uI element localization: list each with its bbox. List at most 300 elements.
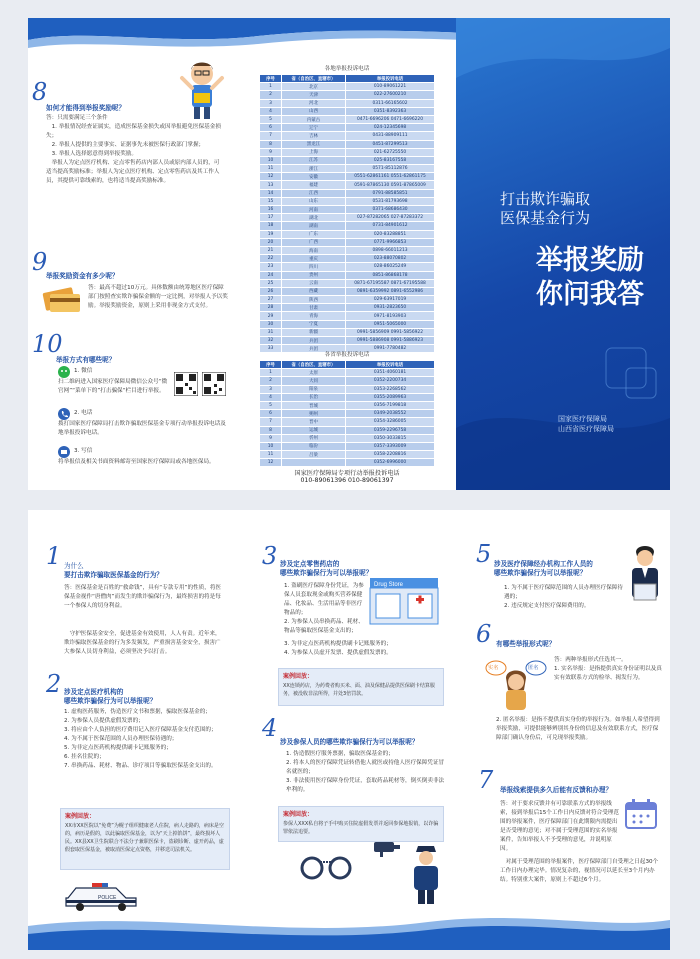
table-cell: 0357-3393009 xyxy=(346,442,435,450)
table-cell: 宁夏 xyxy=(282,320,346,328)
table-row xyxy=(260,91,435,99)
table-cell: 0791-88585851 xyxy=(346,189,435,197)
table-cell: 朔州 xyxy=(282,410,346,418)
table-cell: 甘肃 xyxy=(282,304,346,312)
table-cell: 0991-5886908 0991-5886923 xyxy=(346,337,435,345)
list-item: 3. 非法使用医疗保障身份凭证，套取药品耗材等，倒买倒卖非法牟利的。 xyxy=(286,778,445,793)
table-cell: 28 xyxy=(260,304,282,312)
table-cell: 16 xyxy=(260,206,282,214)
section-number: 5 xyxy=(476,540,492,568)
table-cell: 吉林 xyxy=(282,132,346,140)
section-number: 9 xyxy=(32,248,48,276)
table-header: 省（自治区、直辖市） xyxy=(282,75,346,83)
list-item: 5. 为非定点医药机构提供刷卡记账服务的； xyxy=(64,745,172,751)
table-cell: 天津 xyxy=(282,91,346,99)
method-letter-text: 将举报信及相关书面资料邮寄至国家医疗保障局或各地医保局。 xyxy=(58,459,215,465)
table-cell: 北京 xyxy=(282,83,346,91)
table-cell: 青海 xyxy=(282,312,346,320)
case-box xyxy=(278,668,444,706)
camera-icon xyxy=(372,836,402,858)
table-cell: 浙江 xyxy=(282,165,346,173)
table-cell: 27 xyxy=(260,296,282,304)
table-cell: 广东 xyxy=(282,230,346,238)
bottom-wave-decoration xyxy=(28,906,670,950)
table-cell: 0571-85112876 xyxy=(346,165,435,173)
official-person-icon xyxy=(628,544,662,610)
qr-code-icon xyxy=(174,372,198,396)
table-cell: 0771-9966853 xyxy=(346,238,435,246)
drug-store-label: Drug Store xyxy=(374,582,404,588)
letter-icon xyxy=(58,446,70,458)
table-cell: 32 xyxy=(260,337,282,345)
section-question: 哪些欺诈骗保行为可以举报呢？ xyxy=(280,569,373,577)
table-cell: 2 xyxy=(260,377,282,385)
table-cell: 0931-2823650 xyxy=(346,304,435,312)
method-wechat-label: 1. 微信 xyxy=(74,368,93,374)
table-row xyxy=(260,263,435,271)
table-cell: 阳泉 xyxy=(282,385,346,393)
cover-title xyxy=(536,244,644,312)
table-cell: 0971-8193903 xyxy=(346,312,435,320)
table-cell: 5 xyxy=(260,401,282,409)
table-cell: 14 xyxy=(260,189,282,197)
police-car-label: POLICE xyxy=(98,895,117,901)
table-cell: 9 xyxy=(260,434,282,442)
table-cell: 11 xyxy=(260,451,282,459)
cover-panel xyxy=(456,18,670,490)
table-cell: 0551-62861161 0551-62861175 xyxy=(346,173,435,181)
table-row xyxy=(260,320,435,328)
case-title: 案例回放： xyxy=(65,813,96,820)
table-cell: 26 xyxy=(260,287,282,295)
list-item: 1. 为不属于医疗保障范围的人员办理医疗保障待遇的； xyxy=(504,585,623,600)
table-row xyxy=(260,393,435,401)
table-row xyxy=(260,287,435,295)
province-hotline-table xyxy=(259,360,435,467)
section-question: 哪些欺诈骗保行为可以举报呢？ xyxy=(494,569,587,577)
table-row xyxy=(260,189,435,197)
table-cell: 0471-6696206 0471-6696220 xyxy=(346,115,435,123)
table-cell: 山西 xyxy=(282,107,346,115)
inner-column-2 xyxy=(242,510,454,910)
cover-org-line: 国家医疗保障局 xyxy=(558,415,607,423)
section-answer: 答：最高不超过10万元。具体数额由统筹地区医疗保障部门按照查实欺诈骗保金额的一定比例，对举报人予以奖励。举报奖励资金，原则上采用非现金方式支付。 xyxy=(88,285,228,309)
phone-icon xyxy=(58,408,70,420)
table-cell: 20 xyxy=(260,238,282,246)
table-cell: 010-89061221 xyxy=(346,83,435,91)
section-question: 涉及参保人员的哪些欺诈骗保行为可以举报呢？ xyxy=(280,738,419,746)
table-cell: 0951-5065000 xyxy=(346,320,435,328)
section-answer: 答：医保基金是百姓的“救命钱”，具有“专款专用”的性质，将医保基金视作“唐僧肉”而发生的欺诈骗保行为，最终损害的将是每一个参保人的切身利益。 xyxy=(64,585,222,609)
table-row xyxy=(260,230,435,238)
money-cards-icon xyxy=(42,284,82,314)
table-cell: 13 xyxy=(260,181,282,189)
table-cell: 0356-7199818 xyxy=(346,401,435,409)
cover-title-line: 举报奖励 xyxy=(536,245,644,276)
table-cell: 重庆 xyxy=(282,255,346,263)
table-row xyxy=(260,132,435,140)
bubble-real-name: 实名 xyxy=(488,665,499,671)
table-cell: 021-62725550 xyxy=(346,148,435,156)
answer-line: 2. 举报人提供的主要事实、证据事先未被医保行政部门掌握； xyxy=(51,142,205,148)
table-cell: 6 xyxy=(260,124,282,132)
answer-line: 举报人为定点医疗机构、定点零售药店内部人员或原内部人员的，可适当提高奖励标准；举报人为定点医疗机构、定点零售药店及其工作人员，其提供可靠线索的，也将适当提高奖励标准。 xyxy=(46,160,220,184)
table-cell: 0871-67195587 0871-67195588 xyxy=(346,279,435,287)
case-title: 案例回放： xyxy=(283,673,314,680)
table-title: 各地举报投诉电话 xyxy=(324,66,370,72)
table-row xyxy=(260,107,435,115)
case-title: 案例回放： xyxy=(283,811,314,818)
section-question: 有哪些举报形式呢？ xyxy=(496,640,556,648)
table-row xyxy=(260,197,435,205)
section-number: 6 xyxy=(476,620,492,648)
section-number: 10 xyxy=(32,330,63,358)
table-cell: 0352-2200734 xyxy=(346,377,435,385)
list-item: 2. 将本人的医疗保障凭证转借他人就医或持他人医疗保障凭证冒名就医的； xyxy=(286,760,445,775)
table-cell: 25 xyxy=(260,279,282,287)
table-header: 举报投诉电话 xyxy=(346,75,435,83)
table-cell: 山东 xyxy=(282,197,346,205)
table-cell: 12 xyxy=(260,173,282,181)
table-cell: 新疆 xyxy=(282,328,346,336)
middle-column xyxy=(254,64,440,484)
table-title: 各省举报投诉电话 xyxy=(324,352,370,358)
table-cell: 辽宁 xyxy=(282,124,346,132)
list-item: 4. 为参保人员虚开发票、提供虚假发票的。 xyxy=(284,650,392,656)
table-cell: 四川 xyxy=(282,263,346,271)
method-letter-label: 3. 写信 xyxy=(74,448,93,454)
table-row xyxy=(260,255,435,263)
wechat-icon xyxy=(58,366,70,378)
table-cell: 上海 xyxy=(282,148,346,156)
table-cell: 0352-6996000 xyxy=(346,459,435,467)
table-row xyxy=(260,99,435,107)
list-item: 3. 为非定点医药机构提供刷卡记账服务的； xyxy=(284,641,392,647)
list-item: 2. 违反规定支付医疗保障费用的。 xyxy=(504,603,590,609)
table-cell: 0349-2038552 xyxy=(346,410,435,418)
table-cell: 0355-2089963 xyxy=(346,393,435,401)
section-question: 举报奖励资金有多少呢？ xyxy=(46,272,119,280)
table-cell: 晋城 xyxy=(282,401,346,409)
section-question-prefix: 为什么 xyxy=(64,562,84,570)
table-cell: 8 xyxy=(260,140,282,148)
table-row xyxy=(260,401,435,409)
section-list xyxy=(64,708,230,771)
section-question: 如何才能得到举报奖励呢？ xyxy=(46,104,126,112)
table-cell: 12 xyxy=(260,459,282,467)
section-question-prefix: 涉及定点医疗机构的 xyxy=(64,688,124,696)
table-cell: 0991-7780482 xyxy=(346,345,435,353)
table-cell: 0359-2296758 xyxy=(346,426,435,434)
section-answer: 答：对于要求反馈并有可靠联系方式的举报线索，接到举报后15个工作日内反馈对符合受理范围的举报案件，医疗保障部门在此期限内需提出是否受理的意见；对不属于受理范围的实名举报案件，告知举报人不予受理的意见，并说明原因。 xyxy=(500,801,619,852)
case-text: 参保人XXX私自将子手中购买住院虚假发票并返回参保地报销，以诈骗罪依法追要。 xyxy=(283,821,439,835)
table-cell: 0451-87299513 xyxy=(346,140,435,148)
table-cell: 7 xyxy=(260,418,282,426)
boy-cartoon-icon xyxy=(178,58,226,120)
table-cell: 23 xyxy=(260,263,282,271)
section-answer: 守护医保基金安全，促进基金有效使用，人人有责。近年来，欺诈骗取医保基金的行为多发频发，严重损害基金安全，损害广大参保人员切身利益，必须坚决予以打击。 xyxy=(64,631,221,655)
method-wechat-text: 扫二维码进入国家医疗保障局微信公众号“微官网”“菜单下的”打击骗保“栏目进行举报。 xyxy=(58,379,168,394)
table-row xyxy=(260,410,435,418)
table-cell: 安徽 xyxy=(282,173,346,181)
police-car-icon xyxy=(62,878,142,912)
section-list xyxy=(284,582,364,636)
table-row xyxy=(260,206,435,214)
table-cell: 湖北 xyxy=(282,214,346,222)
table-cell: 0851-86868178 xyxy=(346,271,435,279)
table-row xyxy=(260,140,435,148)
table-cell: 0354-3286005 xyxy=(346,418,435,426)
national-hotline-label: 国家医疗保障局专项行动举报投诉电话 xyxy=(294,470,400,477)
table-cell: 24 xyxy=(260,271,282,279)
method-phone-text: 拨打国家医疗保障局打击欺诈骗取医保基金专项行动举报投诉电话及地举报投诉电话。 xyxy=(58,421,226,436)
list-item: 2. 为参保人员提供虚假发票的； xyxy=(64,718,144,724)
table-cell: 内蒙古 xyxy=(282,115,346,123)
table-cell: 河北 xyxy=(282,99,346,107)
table-row xyxy=(260,304,435,312)
section-answer xyxy=(554,656,662,683)
table-row xyxy=(260,377,435,385)
table-cell: 4 xyxy=(260,107,282,115)
section-question: 哪些欺诈骗保行为可以举报呢？ xyxy=(64,697,157,705)
table-cell: 0731-84901612 xyxy=(346,222,435,230)
table-row xyxy=(260,165,435,173)
table-row xyxy=(260,279,435,287)
table-cell: 29 xyxy=(260,312,282,320)
table-cell: 2 xyxy=(260,91,282,99)
answer-line: 答：两种举报形式任选其一。 xyxy=(554,657,627,663)
table-cell: 0351-8392363 xyxy=(346,107,435,115)
list-item: 6. 挂名住院的； xyxy=(64,754,105,760)
section-number: 8 xyxy=(32,78,48,106)
table-cell: 028-86025249 xyxy=(346,263,435,271)
national-hotline-footer xyxy=(254,468,440,484)
drug-store-icon xyxy=(368,576,440,626)
table-cell: 福建 xyxy=(282,181,346,189)
section-question: 举报线索提供多久后能有反馈和办理？ xyxy=(500,786,613,794)
case-text: XX市XX医院以“免费”为幌子组织健康老人住院，病人走路的，病床是空的，病历是假的，以此骗取医保基金，以为“天上掉馅饼”，最终损坏人民。XX县XX卫生院联合不法分子兼职医保卡，盗刷诊断、虚开药品，虚假套取医保基金，被取消医保定点资格，并移送司法机关。 xyxy=(65,823,224,853)
case-box xyxy=(60,808,230,870)
table-cell: 025-83167558 xyxy=(346,156,435,164)
table-cell: 长治 xyxy=(282,393,346,401)
table-cell: 0431-88909111 xyxy=(346,132,435,140)
case-box xyxy=(278,806,444,842)
table-cell: 30 xyxy=(260,320,282,328)
table-row xyxy=(260,426,435,434)
bubble-anonymous: 匿名 xyxy=(528,665,539,671)
table-cell: 3 xyxy=(260,99,282,107)
table-cell: 4 xyxy=(260,393,282,401)
section-question: 举报方式有哪些呢？ xyxy=(56,356,116,364)
table-cell: 10 xyxy=(260,442,282,450)
police-officer-icon xyxy=(406,844,446,906)
brochure-inner-spread xyxy=(28,510,670,950)
table-cell: 0898-66011213 xyxy=(346,246,435,254)
table-row xyxy=(260,385,435,393)
section-number: 4 xyxy=(262,714,278,742)
cover-subtitle-line: 医保基金行为 xyxy=(500,209,591,227)
qr-code-icon xyxy=(202,372,226,396)
table-header: 序号 xyxy=(260,361,282,369)
section-number: 7 xyxy=(478,766,494,794)
table-cell: 11 xyxy=(260,165,282,173)
table-cell: 3 xyxy=(260,385,282,393)
table-row xyxy=(260,148,435,156)
table-cell: 17 xyxy=(260,214,282,222)
table-row xyxy=(260,214,435,222)
table-cell: 黑龙江 xyxy=(282,140,346,148)
table-row xyxy=(260,312,435,320)
table-cell: 9 xyxy=(260,148,282,156)
table-row xyxy=(260,369,435,377)
case-text: XX连锁药店，为药费者购买米、面、油及保健品提供医保刷卡结算服务，被没收非法所得，并处3倍罚款。 xyxy=(283,683,435,697)
table-cell: 029-63917019 xyxy=(346,296,435,304)
hotline-table xyxy=(259,74,435,353)
list-item: 2. 为参保人员串换药品、耗材、物品等骗取医保基金支出的； xyxy=(284,619,364,634)
table-cell: 云南 xyxy=(282,279,346,287)
table-cell: 024-12345698 xyxy=(346,124,435,132)
table-cell: 临汾 xyxy=(282,442,346,450)
section-question-prefix: 涉及医疗保障经办机构工作人员的 xyxy=(494,560,593,568)
table-cell: 33 xyxy=(260,345,282,353)
table-row xyxy=(260,451,435,459)
table-row xyxy=(260,238,435,246)
table-cell: 0891-6359992 0891-6552986 xyxy=(346,287,435,295)
cover-org-line: 山西省医疗保障局 xyxy=(558,425,614,433)
table-cell: 河南 xyxy=(282,206,346,214)
table-cell: 陕西 xyxy=(282,296,346,304)
section-answer: 对属于受理范围的举报案件，医疗保障部门自受理之日起30个工作日内办理完毕。情况复杂的，视情况可以延长至3个月内办结。特别重大案件，原则上不超过6个月。 xyxy=(500,859,659,883)
cover-org xyxy=(558,414,614,434)
section-answer xyxy=(46,114,224,186)
method-phone-label: 2. 电话 xyxy=(74,410,93,416)
list-item: 1. 伪造假医疗服务票据，骗取医保基金的； xyxy=(286,751,394,757)
table-cell xyxy=(282,459,346,467)
section-question: 要打击欺诈骗取医保基金的行为？ xyxy=(64,571,163,579)
list-item: 3. 将应由个人负担的医疗费用记入医疗保障基金支付范围的； xyxy=(64,727,217,733)
table-row xyxy=(260,156,435,164)
cover-title-line: 你问我答 xyxy=(536,279,644,310)
table-cell: 湖南 xyxy=(282,222,346,230)
calendar-icon xyxy=(624,798,658,830)
list-item: 1. 盗刷医疗保障身份凭证，为参保人员套取现金或购买营养保健品、化妆品、生活用品等非医疗物品的； xyxy=(284,583,364,616)
section-list xyxy=(504,584,624,611)
table-row xyxy=(260,459,435,467)
table-cell: 0311-66165602 xyxy=(346,99,435,107)
table-cell: 15 xyxy=(260,197,282,205)
table-cell: 020-83288851 xyxy=(346,230,435,238)
table-header: 省（自治区、直辖市） xyxy=(282,361,346,369)
table-cell: 兵团 xyxy=(282,337,346,345)
table-cell: 0353-2268562 xyxy=(346,385,435,393)
table-cell: 022-27600210 xyxy=(346,91,435,99)
handcuffs-icon xyxy=(296,846,356,880)
table-cell: 西藏 xyxy=(282,287,346,295)
inner-column-1 xyxy=(28,510,240,910)
table-row xyxy=(260,328,435,336)
table-cell: 21 xyxy=(260,246,282,254)
table-cell: 19 xyxy=(260,230,282,238)
table-row xyxy=(260,271,435,279)
table-cell: 0531-81793698 xyxy=(346,197,435,205)
section-number: 2 xyxy=(46,670,62,698)
table-row xyxy=(260,124,435,132)
inner-column-3 xyxy=(456,510,670,910)
section-number: 3 xyxy=(262,542,278,570)
table-cell: 晋中 xyxy=(282,418,346,426)
list-item: 1. 虚构医药服务，伪造医疗文书和票据，骗取医保基金的； xyxy=(64,709,211,715)
table-row xyxy=(260,418,435,426)
table-cell: 太原 xyxy=(282,369,346,377)
table-cell: 0591-87865130 0591-87865009 xyxy=(346,181,435,189)
table-cell: 广西 xyxy=(282,238,346,246)
table-cell: 吕梁 xyxy=(282,451,346,459)
table-cell: 31 xyxy=(260,328,282,336)
answer-line: 1. 实名举报：是指提供真实身份证明以及真实有效联系方式的检举、揭发行为。 xyxy=(554,666,662,681)
table-row xyxy=(260,442,435,450)
table-cell: 023-88070802 xyxy=(346,255,435,263)
table-cell: 18 xyxy=(260,222,282,230)
table-cell: 兵团 xyxy=(282,345,346,353)
table-header: 序号 xyxy=(260,75,282,83)
table-cell: 江西 xyxy=(282,189,346,197)
table-cell: 0351-4060181 xyxy=(346,369,435,377)
table-row xyxy=(260,181,435,189)
brochure-outer-spread xyxy=(28,18,670,490)
table-cell: 忻州 xyxy=(282,434,346,442)
section-list xyxy=(284,640,444,658)
table-cell: 22 xyxy=(260,255,282,263)
table-cell: 10 xyxy=(260,156,282,164)
table-cell: 江苏 xyxy=(282,156,346,164)
table-cell: 5 xyxy=(260,115,282,123)
table-row xyxy=(260,434,435,442)
table-cell: 0350-3033815 xyxy=(346,434,435,442)
table-row xyxy=(260,173,435,181)
national-hotline-numbers: 010-89061396 010-89061397 xyxy=(300,477,394,484)
table-row xyxy=(260,83,435,91)
list-item: 7. 串换药品、耗材、物品、诊疗项目等骗取医保基金支出的。 xyxy=(64,763,217,769)
table-row xyxy=(260,337,435,345)
table-cell: 大同 xyxy=(282,377,346,385)
table-cell: 0371-68686430 xyxy=(346,206,435,214)
cover-subtitle-line: 打击欺诈骗取 xyxy=(500,190,591,208)
section-question-prefix: 涉及定点零售药店的 xyxy=(280,560,340,568)
table-cell: 0358-2208816 xyxy=(346,451,435,459)
table-row xyxy=(260,222,435,230)
table-cell: 海南 xyxy=(282,246,346,254)
table-cell: 贵州 xyxy=(282,271,346,279)
list-item: 4. 为不属于医保范围的人员办理医保待遇的； xyxy=(64,736,178,742)
table-cell: 运城 xyxy=(282,426,346,434)
table-cell: 6 xyxy=(260,410,282,418)
table-header: 举报投诉电话 xyxy=(346,361,435,369)
table-cell: 1 xyxy=(260,369,282,377)
table-cell: 0991-5856909 0991-5856922 xyxy=(346,328,435,336)
answer-line: 1. 举报情况经查证属实，造成医保基金损失或因举报避免医保基金损失； xyxy=(46,124,221,139)
table-row xyxy=(260,246,435,254)
section-number: 1 xyxy=(46,542,62,570)
answer-line: 答：只需要满足三个条件 xyxy=(46,115,108,121)
cover-subtitle xyxy=(500,190,590,228)
answer-line: 3. 举报人选择愿意得到举报奖励。 xyxy=(51,151,138,157)
left-column xyxy=(28,58,233,488)
table-row xyxy=(260,296,435,304)
section-answer: 2. 匿名举报：是指不提供真实身份的举报行为。如举报人希望得到举报奖励，可提供能够辨别其身份的信息及有效联系方式，医疗保障部门确认身份后，可兑现举报奖励。 xyxy=(496,717,660,741)
table-cell: 027-87282065 027-87283372 xyxy=(346,214,435,222)
table-cell: 1 xyxy=(260,83,282,91)
section-list xyxy=(286,750,446,795)
